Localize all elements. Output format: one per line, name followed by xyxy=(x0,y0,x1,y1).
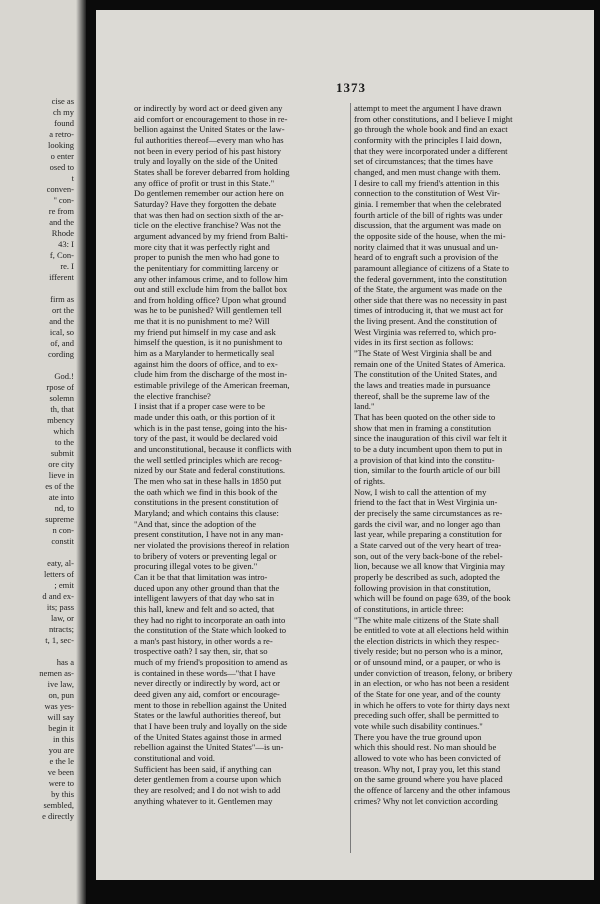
margin-text-line: God.! xyxy=(54,371,74,381)
margin-text-line: letters of xyxy=(44,569,74,579)
body-text-line: connection to the constitution of West Vir- xyxy=(354,188,500,199)
body-text-line: they had no right to incorporate an oath into xyxy=(134,614,286,625)
body-text-line: constitutional and void. xyxy=(134,753,215,764)
text-column-left xyxy=(134,103,348,806)
body-text-line: There you have the true ground upon xyxy=(354,731,482,742)
margin-text-line: ntracts; xyxy=(48,624,74,634)
body-text-line: I desire to call my friend's attention in this xyxy=(354,177,500,188)
margin-text-line: you are xyxy=(48,745,74,755)
margin-text-line: of, and xyxy=(50,338,74,348)
margin-text-line: osed to xyxy=(49,162,74,172)
body-text-line: procuring illegal votes to be given." xyxy=(134,561,258,572)
body-text-line: conformity with the principles I laid down, xyxy=(354,134,502,145)
margin-text-line xyxy=(0,360,74,371)
margin-text-line: were to xyxy=(48,778,74,788)
margin-text-line xyxy=(0,547,74,558)
body-text-line: The constitution of the United States, and xyxy=(354,369,497,380)
body-text-line: ner violated the provisions thereof in relation xyxy=(134,539,290,550)
body-text-line: that I have been truly and loyally on the side xyxy=(134,721,287,732)
margin-text-line: by this xyxy=(51,789,74,799)
margin-text-line: cording xyxy=(48,349,74,359)
adjacent-page-fragments xyxy=(0,96,86,822)
body-text-line: of the State, the argument was made on the xyxy=(354,284,503,295)
body-text-line: rebellion against the United States"—is un- xyxy=(134,742,284,753)
body-text-line: aid comfort or encouragement to those in re- xyxy=(134,113,288,124)
margin-text-line: and the xyxy=(49,316,74,326)
body-text-line: States or the lawful authorities thereof, but xyxy=(134,710,281,721)
body-text-line: land." xyxy=(354,401,375,412)
body-text-line: Saturday? Have they forgotten the debate xyxy=(134,198,277,209)
margin-text-line: nemen as- xyxy=(39,668,74,678)
body-text-line: never directly or indirectly by word, act or xyxy=(134,678,281,689)
body-text-line: West Virginia was referred to, which pro- xyxy=(354,326,497,337)
margin-text-line: cise as xyxy=(51,96,74,106)
adjacent-page-margin xyxy=(0,0,86,904)
margin-text-line: '' con- xyxy=(53,195,74,205)
body-text-line: attempt to meet the argument I have drawn xyxy=(354,103,502,113)
margin-text-line: in this xyxy=(52,734,74,744)
body-text-line: I insist that if a proper case were to be xyxy=(134,401,266,412)
body-text-line: vides in its first section as follows: xyxy=(354,337,474,348)
body-text-line: bellion against the United States or the law- xyxy=(134,124,285,135)
body-text-line: argument advanced by my friend from Balti- xyxy=(134,230,289,241)
margin-text-line: t, 1, sec- xyxy=(45,635,74,645)
body-text-line: ment to those in rebellion against the United xyxy=(134,699,287,710)
body-text-line: go through the whole book and find an exact xyxy=(354,124,508,135)
margin-text-line: t xyxy=(71,173,74,183)
scan-bottom-edge xyxy=(86,880,600,904)
body-text-line: from other constitutions, and I believe I might xyxy=(354,113,513,124)
body-text-line: estimable privilege of the American freeman, xyxy=(134,380,290,391)
body-text-line: the election districts in which they respec- xyxy=(354,635,500,646)
body-text-line: and from holding office? Upon what ground xyxy=(134,294,287,305)
body-text-line: trospective oath? I say then, sir, that so xyxy=(134,646,268,657)
body-text-line: be entitled to vote at all elections held within xyxy=(354,625,509,636)
body-text-line: constitutions in the present constitution of xyxy=(134,497,279,508)
body-text-line: made under this oath, or this portion of it xyxy=(134,412,276,423)
body-text-line: in which he offers to vote for thirty days next xyxy=(354,699,510,710)
body-text-line: on the same ground where you have placed xyxy=(354,774,503,785)
body-text-line: under conviction of treason, felony, or bribery xyxy=(354,667,513,678)
body-text-line: that they were incorporated under a different xyxy=(354,145,508,156)
body-text-line: the laws and treaties made in pursuance xyxy=(354,380,491,391)
body-text-line: and unconstitutional, because it conflicts with xyxy=(134,444,292,454)
margin-text-line: and the xyxy=(49,217,74,227)
body-text-line: ful authorities thereof—every man who has xyxy=(134,134,284,145)
body-text-line: That has been quoted on the other side to xyxy=(354,412,496,423)
body-text-line: following provision in that constitution, xyxy=(354,582,491,593)
document-page xyxy=(96,10,594,880)
body-text-line: Now, I wish to call the attention of my xyxy=(354,486,487,497)
body-text-line: The men who sat in these halls in 1850 put xyxy=(134,475,282,486)
body-text-line: was he to be punished? Will gentlemen tell xyxy=(134,305,282,316)
body-text-line: of constitutions, in article three: xyxy=(354,603,464,614)
body-text-line: the living present. And the constitution of xyxy=(354,316,497,327)
page-gutter-shadow xyxy=(76,0,86,904)
body-text-line: remain one of the United States of America. xyxy=(354,358,506,369)
body-text-line: last year, while preparing a constitution for xyxy=(354,529,502,540)
page-number: 1373 xyxy=(336,80,366,95)
margin-text-line: begin it xyxy=(48,723,74,733)
body-text-line: Can it be that that limitation was intro- xyxy=(134,571,268,582)
margin-text-line: ve been xyxy=(47,767,74,777)
margin-text-line: constit xyxy=(51,536,74,546)
body-text-line: proper to punish the men who had gone to xyxy=(134,252,280,263)
body-text-line: Maryland; and which contains this clause: xyxy=(134,507,279,518)
margin-text-line: mbency xyxy=(47,415,74,425)
margin-text-line: lieve in xyxy=(48,470,74,480)
body-text-line: himself the question, is it no punishment to xyxy=(134,337,283,348)
body-text-line: times of introducing it, that we must act for xyxy=(354,305,504,316)
body-text-line: him as a Marylander to hermetically seal xyxy=(134,348,275,359)
body-text-line: States shall be forever debarred from holding xyxy=(134,166,290,177)
body-text-line: my friend put himself in my case and ask xyxy=(134,326,276,337)
margin-text-line: n con- xyxy=(52,525,74,535)
body-text-line: clude him from the discharge of the most in- xyxy=(134,369,288,380)
body-text-line: of rights. xyxy=(354,475,386,486)
body-text-line: paramount allegiance of citizens of a State to xyxy=(354,262,509,273)
body-text-line: a man's past history, in other words a re- xyxy=(134,635,273,646)
margin-text-line: looking xyxy=(48,140,74,150)
body-text-line: heard of to engraft such a provision of the xyxy=(354,252,499,263)
margin-text-line: a retro- xyxy=(49,129,74,139)
margin-text-line: th, that xyxy=(50,404,74,414)
margin-text-line: nd, to xyxy=(54,503,74,513)
margin-text-line: was yes- xyxy=(44,701,74,711)
margin-text-line: solemn xyxy=(49,393,74,403)
margin-text-line: ifferent xyxy=(49,272,74,282)
margin-text-line: rpose of xyxy=(46,382,74,392)
body-text-line: tively reside; but no person who is a minor, xyxy=(354,646,503,657)
body-text-line: of the State for one year, and of the county xyxy=(354,689,501,700)
margin-text-line: has a xyxy=(56,657,74,667)
body-text-line: truly and loyally on the side of the United xyxy=(134,156,278,167)
text-column-right xyxy=(354,103,568,806)
body-text-line: against him the doors of office, and to ex- xyxy=(134,358,278,369)
body-text-line: the penitentiary for committing larceny or xyxy=(134,262,279,273)
body-text-line: changed, and men must change with them. xyxy=(354,166,501,177)
body-text-line: preceding such offer, shall be permitted to xyxy=(354,710,499,721)
body-text-line: which is in the past tense, going into the his- xyxy=(134,422,288,433)
body-text-line: a State carved out of the very heart of trea- xyxy=(354,539,502,550)
body-text-line: any office of profit or trust in this State." xyxy=(134,177,275,188)
body-text-line: set of circumstances; that the times have xyxy=(354,156,493,167)
body-text-line: show that men in framing a constitution xyxy=(354,422,492,433)
margin-text-line: sembled, xyxy=(43,800,74,810)
margin-text-line: to the xyxy=(54,437,74,447)
margin-text-line: conven- xyxy=(46,184,74,194)
body-text-line: allowed to vote who has been convicted of xyxy=(354,753,501,764)
margin-text-line: ical, so xyxy=(49,327,74,337)
margin-text-line: ; emit xyxy=(54,580,74,590)
body-text-line: more city that it was perfectly right and xyxy=(134,241,270,252)
body-text-line: the elective franchise? xyxy=(134,390,211,401)
body-text-line: to be a duty incumbent upon them to put in xyxy=(354,444,503,454)
body-text-line: present constitution, I have not in any man- xyxy=(134,529,284,540)
body-text-line: ginia. I remember that when the celebrated xyxy=(354,198,502,209)
margin-text-line: found xyxy=(54,118,74,128)
body-text-line: tion, similar to the fourth article of our bill xyxy=(354,465,501,476)
margin-text-line: firm as xyxy=(50,294,74,304)
margin-text-line: ive law, xyxy=(47,679,74,689)
margin-text-line: e directly xyxy=(42,811,74,821)
margin-text-line: ort the xyxy=(52,305,74,315)
body-text-line: der precisely the same circumstances as re- xyxy=(354,507,503,518)
body-text-line: crimes? Why not let conviction according xyxy=(354,795,498,806)
margin-text-line: es of the xyxy=(45,481,74,491)
margin-text-line: e the le xyxy=(49,756,74,766)
margin-text-line: ch my xyxy=(52,107,74,117)
body-text-line: is contained in these words—"that I have xyxy=(134,667,276,678)
column-divider xyxy=(350,103,351,853)
margin-text-line: its; pass xyxy=(46,602,74,612)
body-text-line: "The State of West Virginia shall be and xyxy=(354,348,492,359)
body-text-line: me that it is no punishment to me? Will xyxy=(134,316,270,327)
body-text-line: or indirectly by word act or deed given any xyxy=(134,103,283,113)
body-text-line: vote while such disability continues." xyxy=(354,721,483,732)
body-text-line: "And that, since the adoption of the xyxy=(134,518,257,529)
body-text-line: duced upon any other ground than that the xyxy=(134,582,280,593)
body-text-line: much of my friend's proposition to amend as xyxy=(134,657,288,668)
body-text-line: friend to the fact that in West Virginia un- xyxy=(354,497,498,508)
margin-text-line: f, Con- xyxy=(49,250,74,260)
body-text-line: deed given any aid, comfort or encourage- xyxy=(134,689,280,700)
margin-text-line: on, pun xyxy=(48,690,74,700)
body-text-line: fourth article of the bill of rights was under xyxy=(354,209,503,220)
body-text-line: nority claimed that it was unusual and un- xyxy=(354,241,499,252)
body-text-line: deter gentlemen from a course upon which xyxy=(134,774,281,785)
body-text-line: ticle on the elective franchise? Was not the xyxy=(134,220,281,231)
margin-text-line: law, or xyxy=(50,613,74,623)
margin-text-line: o enter xyxy=(50,151,74,161)
body-text-line: the well settled principles which are recog- xyxy=(134,454,282,465)
body-text-line: to bribery of voters or preventing legal or xyxy=(134,550,277,561)
body-text-line: intelligent lawyers of that day who sat in xyxy=(134,593,275,604)
margin-text-line: ate into xyxy=(48,492,74,502)
body-text-line: this hall, knew and felt and so acted, that xyxy=(134,603,275,614)
body-text-line: nized by our State and federal constitutions. xyxy=(134,465,286,476)
body-text-line: which this should rest. No man should be xyxy=(354,742,497,753)
body-text-line: which will be found on page 639, of the book xyxy=(354,593,511,604)
margin-text-line: 43: I xyxy=(58,239,74,249)
body-text-line: that was then had on section sixth of the ar- xyxy=(134,209,284,220)
margin-text-line: supreme xyxy=(45,514,74,524)
body-text-line: in an election, or who has not been a resident xyxy=(354,678,510,689)
body-text-line: of the United States against those in armed xyxy=(134,731,282,742)
body-text-line: the federal government, into the constitution xyxy=(354,273,507,284)
margin-text-line: d and ex- xyxy=(42,591,74,601)
body-text-line: the constitution of the State which looked to xyxy=(134,625,287,636)
body-text-line: lion, because we all know that Virginia may xyxy=(354,561,505,572)
margin-text-line: submit xyxy=(50,448,74,458)
margin-text-line xyxy=(0,646,74,657)
body-text-line: a provision of that kind into the constitu- xyxy=(354,454,495,465)
body-text-line: since the inauguration of this civil war felt it xyxy=(354,433,507,444)
margin-text-line: re from xyxy=(48,206,74,216)
body-text-line: they are resolved; and I do not wish to add xyxy=(134,785,281,795)
body-text-line: any other infamous crime, and to follow him xyxy=(134,273,288,284)
body-text-line: tory of the past, it would be declared void xyxy=(134,433,278,444)
body-text-line: anything whatever to it. Gentlemen may xyxy=(134,795,273,806)
body-text-line: son, out of the very back-bone of the rebel- xyxy=(354,550,503,561)
body-text-line: gards the civil war, and no longer ago than xyxy=(354,518,501,529)
body-text-line: the oath which we find in this book of the xyxy=(134,486,278,497)
body-text-line: the opposite side of the house, when the mi- xyxy=(354,230,506,241)
body-text-line: properly be described as such, adopted the xyxy=(354,571,500,582)
body-text-line: out and still exclude him from the ballot box xyxy=(134,284,288,295)
margin-text-line: eaty, al- xyxy=(47,558,74,568)
margin-text-line xyxy=(0,283,74,294)
body-text-line: other side that there was no necessity in past xyxy=(354,294,507,305)
body-text-line: Sufficient has been said, if anything can xyxy=(134,763,272,774)
margin-text-line: re. I xyxy=(60,261,74,271)
body-text-line: Do gentlemen remember our action here on xyxy=(134,188,284,199)
margin-text-line: Rhode xyxy=(51,228,74,238)
body-text-line: discussion, that the argument was made on xyxy=(354,220,502,231)
margin-text-line: ore city xyxy=(48,459,74,469)
body-text-line: thereof, shall be the supreme law of the xyxy=(354,390,490,401)
body-text-line: "The white male citizens of the State shall xyxy=(354,614,500,625)
margin-text-line: which xyxy=(53,426,74,436)
body-text-line: or of unsound mind, or a pauper, or who is xyxy=(354,657,501,668)
margin-text-line: will say xyxy=(47,712,74,722)
body-text-line: treason. Why not, I pray you, let this stand xyxy=(354,763,501,774)
body-text-line: not been in every period of his past history xyxy=(134,145,282,156)
body-text-line: the offence of larceny and the other infamous xyxy=(354,785,511,795)
